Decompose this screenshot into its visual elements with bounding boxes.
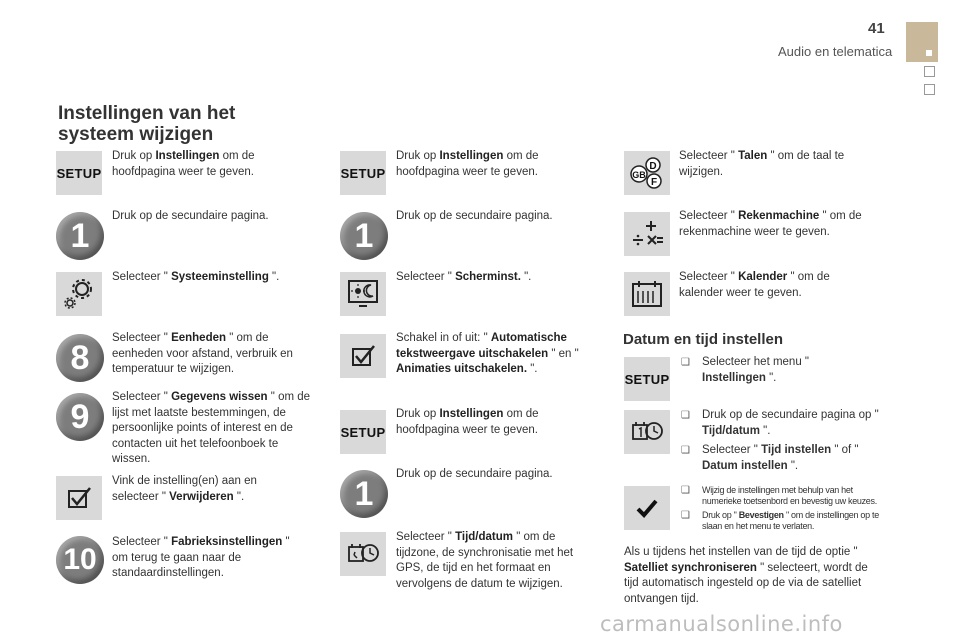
bullet-item: ❑ Selecteer " Tijd instellen " of " Datum instellen ". bbox=[681, 444, 859, 472]
lang-gb-label: GB bbox=[632, 170, 646, 180]
step-text: Selecteer " Fabrieksinstellingen " om terug te gaan naar de standaardinstellingen. bbox=[112, 536, 290, 579]
display-settings-icon bbox=[340, 272, 386, 316]
setup-button-icon: SETUP bbox=[624, 357, 670, 401]
step-text: Druk op de secundaire pagina. bbox=[112, 210, 269, 222]
setup-button-icon: SETUP bbox=[340, 151, 386, 195]
time-date-icon bbox=[624, 410, 670, 454]
page-marker-box bbox=[924, 66, 935, 77]
note-text: Als u tijdens het instellen van de tijd de optie " Satelliet synchroniseren " selecteert, wordt de tijd automatisch ingesteld op de via de satelliet ontvangen tijd. bbox=[624, 546, 868, 605]
calculator-icon bbox=[624, 212, 670, 256]
bullet-marker: ❑ bbox=[681, 357, 690, 368]
chapter-tab bbox=[906, 22, 938, 62]
checkbox-icon bbox=[56, 476, 102, 520]
bullet-item: ❑ Druk op de secundaire pagina op " Tijd/datum ". bbox=[681, 409, 879, 437]
bullet-item: ❑ Druk op " Bevestigen " om de instellingen op te slaan en het menu te verlaten. bbox=[681, 510, 879, 531]
step-number-badge: 9 bbox=[56, 393, 104, 441]
language-icon bbox=[624, 151, 670, 195]
step-number-badge: 8 bbox=[56, 334, 104, 382]
step-text: Selecteer " Systeeminstelling ". bbox=[112, 271, 280, 283]
step-text: Druk op Instellingen om de hoofdpagina weer te geven. bbox=[396, 408, 539, 436]
bullet-marker: ❑ bbox=[681, 445, 690, 456]
gears-icon bbox=[56, 272, 102, 316]
step-text: Vink de instelling(en) aan en selecteer " Verwijderen ". bbox=[112, 475, 257, 503]
checkbox-icon bbox=[340, 334, 386, 378]
page-title: Instellingen van het systeem wijzigen bbox=[58, 103, 236, 145]
bullet-marker: ❑ bbox=[681, 410, 690, 421]
step-number-badge: 1 bbox=[340, 470, 388, 518]
page-marker-box bbox=[924, 84, 935, 95]
section-title: Audio en telematica bbox=[778, 44, 893, 59]
bullet-marker: ❑ bbox=[681, 485, 690, 496]
calendar-icon bbox=[624, 272, 670, 316]
bullet-item: ❑ Selecteer het menu " Instellingen ". bbox=[681, 356, 810, 384]
step-number-badge: 10 bbox=[56, 536, 104, 584]
setup-button-icon: SETUP bbox=[56, 151, 102, 195]
step-text: Selecteer " Tijd/datum " om de tijdzone, de synchronisatie met het GPS, de tijd en het formaat en vervolgens de datum te wijzigen. bbox=[396, 531, 574, 590]
step-text: Selecteer " Gegevens wissen " om de lijst met laatste bestemmingen, de persoonlijke points of interest en de contacten uit het telefoonboek te wissen. bbox=[112, 391, 311, 465]
page-number: 41 bbox=[868, 20, 885, 37]
lang-d-label: D bbox=[649, 161, 657, 172]
step-text: Selecteer " Talen " om de taal te wijzigen. bbox=[679, 150, 845, 178]
step-text: Selecteer " Rekenmachine " om de rekenmachine weer te geven. bbox=[679, 210, 862, 238]
bullet-marker: ❑ bbox=[681, 510, 690, 521]
step-text: Druk op de secundaire pagina. bbox=[396, 468, 553, 480]
step-text: Druk op de secundaire pagina. bbox=[396, 210, 553, 222]
lang-f-label: F bbox=[650, 177, 658, 188]
step-number-badge: 1 bbox=[56, 212, 104, 260]
time-date-icon bbox=[340, 532, 386, 576]
step-text: Druk op Instellingen om de hoofdpagina weer te geven. bbox=[396, 150, 539, 178]
confirm-check-icon bbox=[624, 486, 670, 530]
step-text: Selecteer " Kalender " om de kalender weer te geven. bbox=[679, 271, 830, 299]
bullet-item: ❑ Wijzig de instellingen met behulp van het numerieke toetsenbord en bevestig uw keuzes. bbox=[681, 485, 877, 506]
subsection-title: Datum en tijd instellen bbox=[623, 331, 784, 348]
step-number-badge: 1 bbox=[340, 212, 388, 260]
setup-button-icon: SETUP bbox=[340, 410, 386, 454]
step-text: Selecteer " Scherminst. ". bbox=[396, 271, 532, 283]
step-text: Druk op Instellingen om de hoofdpagina weer te geven. bbox=[112, 150, 255, 178]
step-text: Schakel in of uit: " Automatische tekstweergave uitschakelen " en " Animaties uitschakelen. ". bbox=[396, 332, 579, 375]
step-text: Selecteer " Eenheden " om de eenheden voor afstand, verbruik en temperatuur te wijzigen. bbox=[112, 332, 293, 375]
watermark: carmanualsonline.info bbox=[600, 612, 843, 636]
